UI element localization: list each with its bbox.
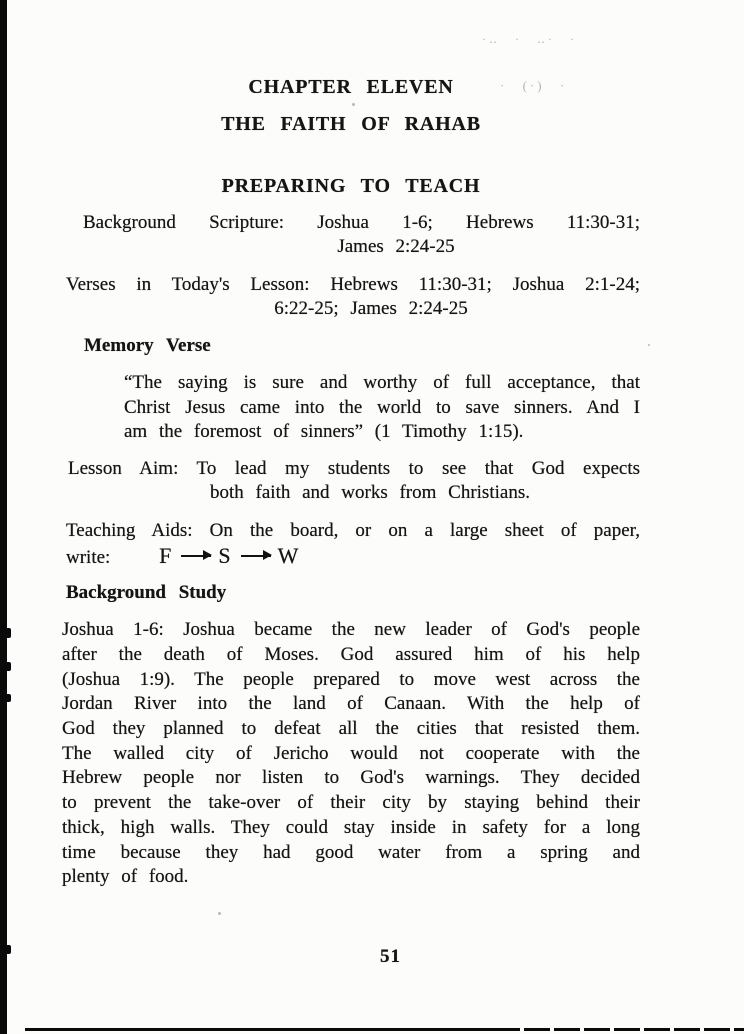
- background-scripture-line1: Background Scripture: Joshua 1-6; Hebrews 11:30-31;: [83, 212, 640, 233]
- formula-term-f: F: [159, 543, 173, 568]
- background-study-heading: Background Study: [66, 582, 227, 603]
- lesson-aim-line2: both faith and works from Christians.: [210, 482, 530, 503]
- memory-verse-line: Christ Jesus came into the world to save sinners. And I: [124, 397, 640, 418]
- background-study-line: The walled city of Jericho would not cooperate with the: [62, 743, 640, 764]
- formula-term-w: W: [277, 543, 300, 568]
- background-study-line: God they planned to defeat all the cities that resisted them.: [62, 718, 640, 739]
- verses-in-lesson-line2: 6:22-25; James 2:24-25: [274, 298, 468, 319]
- text-column: [62, 0, 640, 1034]
- memory-verse-line: “The saying is sure and worthy of full acceptance, that: [124, 372, 640, 393]
- binding-mark: [7, 662, 11, 671]
- right-arrow-icon: [181, 555, 211, 558]
- lesson-aim-line1: Lesson Aim: To lead my students to see that God expects: [68, 458, 640, 479]
- memory-verse-heading: Memory Verse: [84, 335, 211, 356]
- background-study-line: plenty of food.: [62, 866, 189, 887]
- scan-smudge: · (·) ·: [500, 78, 568, 93]
- verses-in-lesson-line1: Verses in Today's Lesson: Hebrews 11:30-31; Joshua 2:1-24;: [66, 274, 640, 295]
- background-scripture-line2: James 2:24-25: [337, 236, 455, 257]
- background-study-line: time because they had good water from a spring and: [62, 842, 640, 863]
- faith-works-formula: [159, 543, 299, 568]
- chapter-title: THE FAITH OF RAHAB: [221, 113, 481, 135]
- background-study-line: Joshua 1-6: Joshua became the new leader of God's people: [62, 619, 640, 640]
- teaching-aids-formula-line: [66, 544, 640, 570]
- chapter-heading: CHAPTER ELEVEN: [248, 76, 454, 98]
- binding-mark: [7, 694, 11, 702]
- binding-mark: [7, 628, 11, 638]
- scan-smudge: ·‥ · ‥· ·: [482, 32, 578, 46]
- page-binding-edge: [0, 0, 7, 1034]
- background-study-line: to prevent the take-over of their city by staying behind their: [62, 792, 640, 813]
- background-study-line: Jordan River into the land of Canaan. With the help of: [62, 693, 640, 714]
- formula-term-s: S: [218, 543, 232, 568]
- background-study-line: Hebrew people nor listen to God's warnings. They decided: [62, 767, 640, 788]
- write-label: write:: [66, 547, 111, 568]
- scan-speckle: [648, 344, 650, 346]
- background-study-line: after the death of Moses. God assured him of his help: [62, 644, 640, 665]
- background-study-line: (Joshua 1:9). The people prepared to move west across the: [62, 669, 640, 690]
- page-number: 51: [380, 946, 401, 967]
- memory-verse-line: am the foremost of sinners” (1 Timothy 1:15).: [124, 421, 524, 442]
- binding-mark: [7, 945, 11, 954]
- background-study-line: thick, high walls. They could stay inside in safety for a long: [62, 817, 640, 838]
- teaching-aids-line1: Teaching Aids: On the board, or on a large sheet of paper,: [66, 520, 640, 541]
- right-arrow-icon: [241, 555, 271, 558]
- section-heading-preparing-to-teach: PREPARING TO TEACH: [221, 175, 481, 197]
